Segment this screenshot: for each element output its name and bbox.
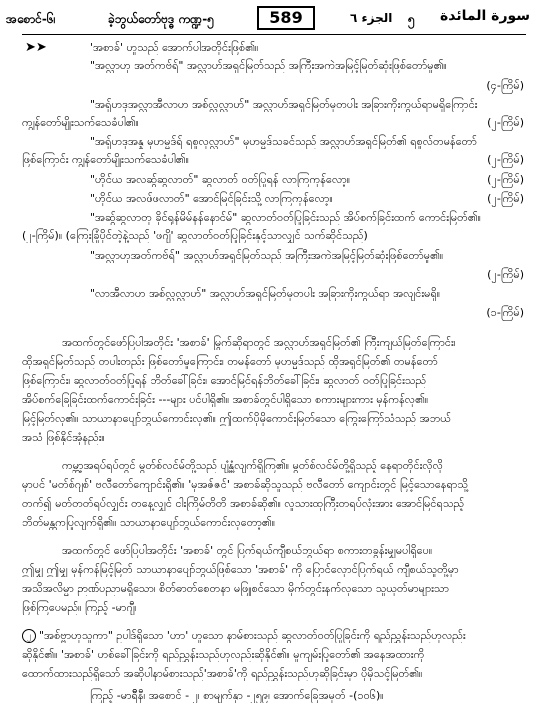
page-number: 589	[257, 6, 315, 30]
text-line: "အရှ်ဟဒုအလ္လာအီလာဟ အစ်လ္လလ္လာဟ်" အလ္လာဟ်အရှင်မြတ်မှတပါး အခြားကိုးကွယ်ရာမရှိကြောင်း	[90, 98, 478, 111]
page-header	[0, 0, 540, 36]
surah-name: سورة المائدة	[440, 8, 531, 24]
footnote-line: ဆိုနိုင်၏။ 'အစာခ်' ဟစ်ခေါ်ခြင်းကို ရည်ညွှန်းသည်ဟုလည်းဆိုနိုင်၏။ မူကျမ်းပြုတော်၏ အနေအထားကို	[22, 648, 425, 661]
text-line: ကမ္ဘာ့အရပ်ရပ်တွင် မွတ်စ်လင်မ်တို့သည် ပျံ့နှံ့လျက်ရှိကြ၏။ မွတ်စ်လင်မ်တို့ရှိသည့် နေရာတိုင်းလိုလို	[62, 459, 443, 472]
repeat-count: (၄-ကြိမ်)	[486, 79, 524, 92]
text-line: "အလ္လာဟု အတ်ကဗ်ရ်" အလ္လာဟ်အရှင်မြတ်သည် အကြီးအကဲအမြင့်မြတ်ဆုံးဖြစ်တော်မူ၏။	[90, 59, 447, 72]
footnote-line: ထောက်ထားသည်ရှိသော် အဆိုပါနာမ်စားသည်'အစာခ်'ကို ရည်ညွှန်းသည်ဟုဆိုခြင်းမှာ ပိုမိုသင့်မြတ်၏။	[22, 667, 423, 680]
text-line: အသိအလိမ္မာ ဉာဏ်ပညာမရှိသော၊ စိတ်ဓာတ်စေတနာ မဖြူစင်သော မိုက်တွင်းနက်လှသော သူယုတ်မာများသာ	[22, 582, 450, 595]
text-line: ဖြစ်ကြောင်း၊ ဆွလာတ်ဝတ်ပြုရန် ဘိတ်ခေါ်ခြင်း၊ အောင်မြင်ရန်ဘိတ်ခေါ်ခြင်း၊ ဆွလာတ် ဝတ်ပြုခြင်းသည်	[22, 374, 427, 387]
text-line: အထက်တွင် ဖော်ပြပါအတိုင်း 'အစာခ်' တွင် ပြက်ရယ်ကျီစယ်ဘွယ်ရာ စကားတခွန်းမျှမပါရှိပေ။	[62, 544, 433, 557]
text-line: "အဆွ်ဆွလာတု ခိုင်ရုန်မိမ်နန်နောင်မ်" ဆွလာတ်ဝတ်ပြုခြင်းသည် အိပ်စက်ခြင်းထက် ကောင်းမြတ်၏။	[90, 211, 482, 224]
text-line: တက်၍ မတ်တတ်ရပ်လျှင်း တနေ့လျှင် ငါးကြိမ်တိတိ အစာခ်ဆို၏။ လူသားထုကြီးတရပ်လုံးအား အောင်မြင်ရသည့်	[22, 497, 465, 510]
text-line: အသံ ဖြစ်နိုင်အုံနည်း။	[22, 431, 105, 444]
text-line: အိပ်စက်ခြေခြင်းထက်ကောင်းခြင်း ---များ ပင်ပါရှိ၏။ အစာခ်တွင်ပါရှိသော စကားများကား မှန်ကန်လှ၏။	[22, 393, 429, 406]
text-line: မှာပင် 'မတ်စ်ဂျစ်' ဗလီတော်ကျောင်းရှိ၏။ 'မုအဇ်ဇင်' အစာခ်ဆိုသူသည် ဗလီတော် ကျောင်းတွင် မြင့်သောနေရာသို့	[22, 478, 468, 491]
footnote-line	[22, 628, 522, 643]
text-line: ဖြစ်ကြပေမည်။ ကြည့် -မာဂျီ၊	[22, 601, 137, 614]
text-line: ဖြစ်ကြောင်း ကျွန်တော်မျိုးသက်သေခံပါ၏။	[22, 153, 189, 166]
text-line: "ဟိုင်ယ အလဆွ်ဆွလာတ်" ဆွလာတ် ဝတ်ပြုရန် လာကြကုန်လော့။	[90, 173, 351, 186]
repeat-count: (၁-ကြိမ်)	[486, 306, 524, 319]
volume-label: အစောင်-၆၊	[6, 12, 56, 26]
footnote-reference: ကြည့် -မာရိီနီ၊ အစောင် - ၂၊ စာမျက်နှာ -၂၅၉၊ အောက်ခြေအမှတ် -(၁၀၆)။	[90, 689, 384, 702]
repeat-count: (၂-ကြိမ်)	[487, 116, 524, 129]
text-line: "အလ္လာဟုအတ်ကဗ်ရ်" အလ္လာဟ်အရှင်မြတ်သည် အကြီးအကဲအမြင့်မြတ်ဆုံးဖြစ်တော်မူ၏။	[90, 249, 444, 262]
repeat-count: (၂-ကြိမ်)	[487, 268, 524, 281]
text-line: "လာအီလာဟ အစ်လ္လလ္လာဟ်" အလ္လာဟ်အရှင်မြတ်မှတပါး အခြားကိုးကွယ်ရာ အလျင်းမရှိ။	[90, 287, 441, 300]
chapter-label: ခဲ့ဘွယ်တော်ဗုဒ္ဓ ကဏ္ဍ-၅	[108, 12, 214, 26]
juz-label: الجزء ٦	[350, 11, 393, 25]
text-line: အထက်တွင်ဖော်ပြပါအတိုင်း 'အစာခ်' မြွက်ဆိုရာတွင် အလ္လာဟ်အရှင်မြတ်၏ ကြီးကျယ်မြတ်ကြောင်း၊	[62, 336, 456, 349]
text-line: "ဟိုင်ယ အလဖ်ဖလာတ်" အောင်မြင်ခြင်းသို့ လာကြကုန်လော့။	[90, 192, 333, 205]
repeat-count: (၂-ကြိမ်)	[487, 173, 524, 186]
text-line: ဘိတ်မန္တကပြုလျက်ရှိ၏။ သာယာနာပျော်ဘွယ်ကောင်းလှတော့၏။	[22, 516, 276, 529]
text-line: "အရှ်ဟဒုအန္န မုဟမ္မဒ်ရ် ရစူလုလ္လာဟ်" မုဟမ္မဒ်သခင်သည် အလ္လာဟ်အရှင်မြတ်၏ ရစူလ်တမန်တော်	[90, 135, 477, 148]
header-rule	[22, 34, 526, 35]
repeat-count: (၂-ကြိမ်)	[487, 153, 524, 166]
page-body	[0, 38, 540, 712]
footnote-text: "အစ်ဗ္ဗာဟုသူကာ" ဥပါဒ်ရှိသော 'ဟာ' ဟူသော နာမ်စားသည် ဆွလာတ်ဝတ်ပြုခြင်းကို ရည်ညွှန်းသည်ဟုလည်း	[39, 629, 466, 642]
text-line: 'အစာခ်' ဟူသည် အောက်ပါအတိုင်းဖြစ်၏။	[90, 41, 259, 54]
surah-number: ၅	[408, 12, 415, 26]
text-line: (၂-ကြိမ်)။ (ကြေးခြုံပိုင်တဲ့နဲ့သည် 'ဖဂျိ' ဆွလာတ်ဝတ်ပြုခြင်းနှင့်သာလျှင် သက်ဆိုင်သည်)	[22, 229, 368, 242]
text-line: ဤမျှ ဤမျှ မှန်ကန်မြင့်မြတ် သာယာနာပျော်ဘွယ်ဖြစ်သော 'အစာခ်' ကို ပြောင်လှောင်ပြက်ရယ် ကျီစယ်သူတို့မှာ	[22, 563, 459, 576]
repeat-count: (၂-ကြိမ်)	[487, 192, 524, 205]
text-line: ထိုအရှင်မြတ်သည် တပါးတည်း ဖြစ်တော်မူကြောင်း၊ တမန်တော် မုဟမ္မဒ်သည် ထိုအရှင်မြတ်၏ တမန်တော်	[22, 355, 438, 368]
footnote-number: ၂	[22, 629, 36, 643]
text-line: ကျွန်တော်မျိုးသက်သေခံပါ၏။	[22, 116, 139, 129]
arrow-marker: ➤➤	[25, 40, 47, 55]
text-line: မြင့်မြတ်လှ၏။ သာယာနာပျော်ဘွယ်ကောင်းလှ၏။ ဤထက်ပိုမိုကောင်းမြတ်သော ကြွေးကြော်သံသည် အဘယ်	[22, 412, 451, 425]
